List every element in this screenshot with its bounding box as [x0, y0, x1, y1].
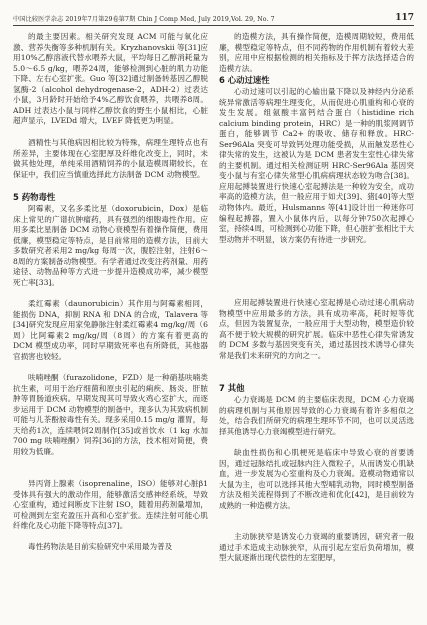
paragraph: 柔红霉素（daunorubicin）其作用与阿霉素相同，能损伤 DNA，抑制 RNA 和 DNA 的合成，Talavera 等[34]研究发现应用家兔静脉注射柔红霉素4 mg/kg/周（6周）比阿霉素2 mg/kg/周（8周）的方案有着更高的 DCM 模型成功率，同时早期致死率也有所降低，其他器官损害也较轻。: [13, 299, 208, 361]
paragraph: 心力衰竭是 DCM 的主要临床表现，DCM 心力衰竭的病理机制与其他原因导致的心力衰竭有着许多相似之处，结合我们所研究的病理生理环节不同，也可以灵活选择其他诱导心力衰竭模型进行研究。: [219, 395, 414, 436]
section-heading: 5 药物毒性: [13, 192, 56, 202]
right-column: [219, 32, 414, 564]
paragraph: 异丙肾上腺素（isoprenaline，ISO）能够对心脏β1受体具有强大的激动作用，能够激活交感神经系统，导致心室重构，通过间断皮下注射 ISO，随着用药剂量增加，可检测到左室充盈压升高和心室扩张。连续注射可能心肌纤维化及心功能下降等特点[37]。: [13, 479, 208, 531]
journal-citation: 中国比较医学杂志 2019年7月第29卷第7期 Chin J Comp Med, July 2019,Vol. 29, No. 7: [13, 16, 275, 23]
paragraph: 呋喃唑酮（furazolidone，FZD）是一种硝基呋喃类抗生素，可用于治疗细菌和原虫引起的痢疾、肠炎、肝脓肿等胃肠道疾病。早期发现其可导致火鸡心室扩大，而逐步运用于 DCM 动物模型的制备中，现多认为其致病机制可能与儿茶酚胺毒性有关。现多采用0.15 mg/g 灌胃，每天给药1次，连续喂饲2周制作[35]或首饮水（1 kg 水加700 mg 呋喃唑酮）饲养[36]的方法，技术相对简便，费用较为低廉。: [13, 373, 208, 456]
left-column: [13, 32, 208, 564]
running-header: [13, 13, 414, 26]
section-heading: 7 其他: [219, 383, 245, 393]
page-number: 117: [395, 13, 414, 23]
paragraph: 的造模方法，具有操作简便，造模周期较短，费用低廉，模型稳定等特点，但不同药物的作用机制有着较大差别，应用中应根据检测的相关指标及于挥方法选择适合的造模方法。: [219, 32, 414, 73]
paragraph: 缺血性损伤和心肌梗死是临床中导致心衰的首要诱因，通过冠脉结扎或冠脉内注入微粒子，从而诱发心肌缺血，进一步发展为心室重构及心力衰竭。造模动物通常以大鼠为主，也可以选择其他大型哺乳动物，同时模型制备方法及相关流程得到了不断改进和优化[42]，是目前较为成熟的一种造模方法。: [219, 448, 414, 510]
paragraph: 酒精性与其他病因相比较为特殊，病理生理特点也有所差异，主要体现在心室肥厚及纤维化改变上，同时，未做其他处理，单纯采用酒精饲养的小鼠造模周期较长，在保证中，我们应当慎重选择此方法制备 DCM 动物模型。: [13, 138, 208, 179]
paragraph: 应用起搏装置进行快速心室起搏是心动过速心肌病动物模型中应用最多的方法，具有成功率高，耗时短等优点，但因为装置复杂，一般应用于大型动物，模型造价较高不便于较大规模的研究扩展。临床中恶性心律失常诱发的 DCM 多数与基因突变有关，通过基因技术诱导心律失常是我们未来研究的方向之一。: [219, 298, 414, 360]
two-column-body: [13, 32, 414, 564]
section-heading: 6 心动过速性: [219, 75, 270, 85]
paragraph: 主动脉狭窄是诱发心力衰竭的重要诱因，研究者一般通过手术造成主动脉狭窄，从而引起左室后负荷增加，模型大鼠逐渐出现代偿性的左室肥厚，: [219, 532, 414, 563]
paragraph: 毒性药物法是目前实验研究中采用最为普及: [28, 542, 173, 551]
paragraph: 的最主要因素。相关研究发现 ACM 可能与氧化应激、营养失衡等多种机制有关。Kryzhanovskii 等[31]应用10%乙醇溶液代替水喂养大鼠，平均每日乙醇消耗量为5.0～6.5 g/kg，喂养24周，能够检测到心脏的肌力功能下降、左右心室扩张。Guo 等[32]通过制备转基因乙醇脱氢酶-2（alcohol dehydrogenase-2，ADH-2）过表达小鼠，3月龄时开始给予4%乙醇饮食喂养，共喂养8周。ADH 过表达小鼠与同样乙醇饮食的野生小鼠相比，心脏超声显示，LVEDd 增大，LVEF 降低更为明显。: [13, 32, 208, 126]
paragraph: 心动过速可以引起的心输出量下降以及神经内分泌系统异常激活等病理生理变化，从而促进心肌重构和心衰的发生发展。组氨酸丰富钙结合蛋白（histidine rich calcium binding protein，HRC）是一种的肌浆网调节蛋白，能够调节 Ca2+ 的吸收、储存和释放。HRC-Ser96Ala 突变可导致钙处理功能受损，从而触发恶性心律失常的发生，这被认为是 DCM 患者发生室性心律失常的主要机制。通过相关检测证明 HRC-Ser96Ala 基因突变小鼠与有室心律失常型心肌病病理状态较为吻合[38]。应用起搏装置进行快速心室起搏法是一种较为安全，成功率高的造模方法，但一般应用于如犬[39]、猪[40]等大型动物体内。最近，Hulsmanns 等[41]设计出一种迷你可编程起搏器，置入小鼠体内后，以每分钟750次起搏心室，持续4周，可检测到心功能下降，但心脏扩张相比于大型动物并不明显，该方案仍有待进一步研究。: [219, 87, 414, 244]
paragraph: 阿霉素，又名多柔比星（doxorubicin，Dox）是临床上常见的广谱抗肿瘤药，具有强烈的细胞毒性作用。应用多柔比星制备 DCM 动物心衰模型有着操作简便，费用低廉，模型稳定等特点，是目前常用的造模方法，目前大多数研究者采用2 mg/kg 每周一次，腹腔注射，注射6～8周的方案制备动物模型。有学者通过改变注药剂量、用药途径、动物品种等方式进一步提升造模成功率，减少模型死亡率[33]。: [13, 204, 208, 287]
